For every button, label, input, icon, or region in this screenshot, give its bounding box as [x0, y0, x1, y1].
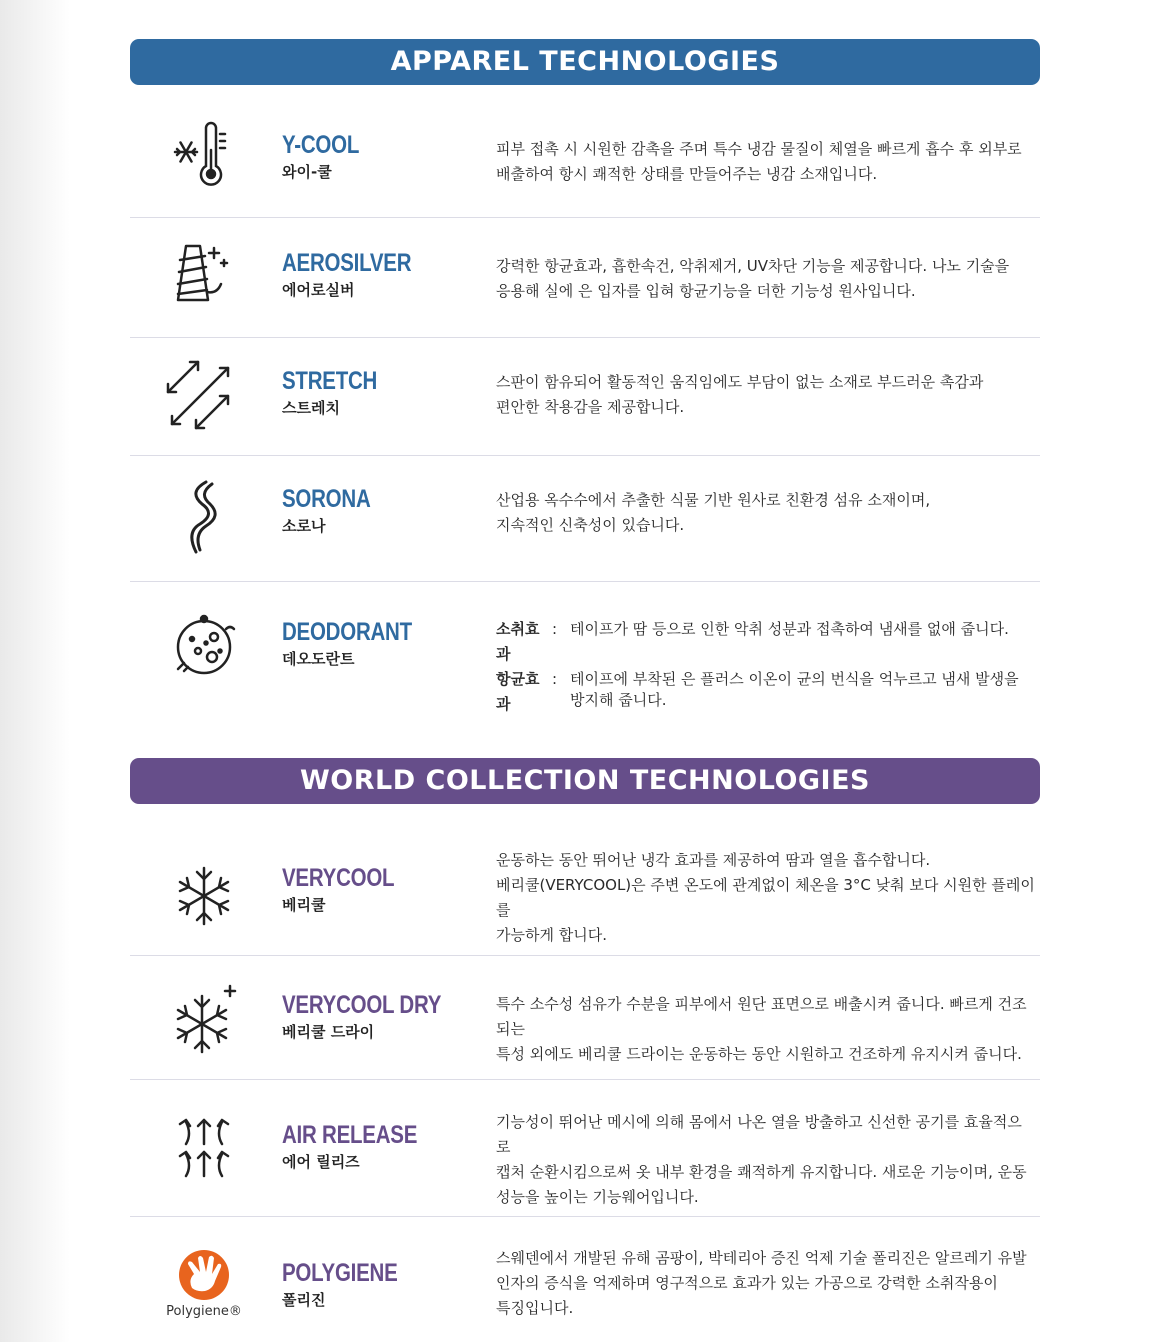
- tech-row-verycool: [130, 851, 1040, 944]
- tech-description: [496, 617, 1036, 717]
- tech-description: 산업용 옥수수에서 추출한 식물 기반 원사로 친환경 섬유 소재이며, 지속적인 신축성이 있습니다.: [496, 491, 931, 534]
- row-divider: [130, 581, 1040, 582]
- deodorant-molecule-icon: [162, 605, 246, 689]
- tech-name-ko: 데오도란트: [282, 650, 355, 668]
- tech-name-ko: 스트레치: [282, 399, 340, 417]
- polygiene-logo-text: Polygiene®: [166, 1304, 242, 1319]
- thread-spool-icon: [162, 238, 246, 322]
- row-divider: [130, 455, 1040, 456]
- tech-name-en: STRETCH: [282, 367, 378, 395]
- tech-name-ko: 베리쿨 드라이: [282, 1023, 375, 1041]
- tech-description: 기능성이 뛰어난 메시에 의해 몸에서 나온 열을 방출하고 신선한 공기를 효율적으로 캡처 순환시킴으로써 옷 내부 환경을 쾌적하게 유지합니다. 새로운 기능이며, 운동 성능을 높이는 기능웨어입니다.: [496, 1113, 1027, 1206]
- tech-description: 강력한 항균효과, 흡한속건, 악취제거, UV차단 기능을 제공합니다. 나노 기술을 응용해 실에 은 입자를 입혀 항균기능을 더한 기능성 원사입니다.: [496, 257, 1010, 300]
- tech-name-en: POLYGIENE: [282, 1259, 398, 1287]
- apparel-technologies-banner: APPAREL TECHNOLOGIES: [130, 39, 1040, 85]
- tech-name-ko: 폴리진: [282, 1291, 326, 1309]
- row-divider: [130, 217, 1040, 218]
- tech-row-verycool-dry: [130, 990, 1040, 1063]
- tech-name-en: VERYCOOL: [282, 864, 395, 892]
- tech-name-en: AIR RELEASE: [282, 1121, 418, 1149]
- tech-name-en: DEODORANT: [282, 618, 412, 646]
- tech-name-en: Y-COOL: [282, 131, 360, 159]
- deodorant-detail-row: 소취효과 : 테이프가 땀 등으로 인한 악취 성분과 접촉하여 냄새를 없애 줍니다.: [496, 620, 1009, 663]
- polygiene-logo-icon: [162, 1246, 246, 1330]
- tech-description: 스웨덴에서 개발된 유해 곰팡이, 박테리아 증진 억제 기술 폴리진은 알르레기 유발 인자의 증식을 억제하며 영구적으로 효과가 있는 가공으로 강력한 소취작용이 특징입니다.: [496, 1249, 1027, 1317]
- tech-description: 특수 소수성 섬유가 수분을 피부에서 원단 표면으로 배출시켜 줍니다. 빠르게 건조되는 특성 외에도 베리쿨 드라이는 운동하는 동안 시원하고 건조하게 유지시켜 줍니다.: [496, 995, 1027, 1063]
- tech-name-en: SORONA: [282, 485, 371, 513]
- tech-name-ko: 에어 릴리즈: [282, 1153, 360, 1171]
- tech-description: 피부 접촉 시 시원한 감촉을 주며 특수 냉감 물질이 체열을 빠르게 흡수 후 외부로 배출하여 항시 쾌적한 상태를 만들어주는 냉감 소재입니다.: [496, 140, 1022, 183]
- tech-name-en: VERYCOOL DRY: [282, 991, 442, 1019]
- tech-description: 운동하는 동안 뛰어난 냉각 효과를 제공하여 땀과 열을 흡수합니다. 베리쿨(VERYCOOL)은 주변 온도에 관계없이 체온을 3°C 낮춰 보다 시원한 플레이를 가능하게 합니다.: [496, 851, 1035, 944]
- row-divider: [130, 1216, 1040, 1217]
- page-side-shade: [0, 0, 70, 1342]
- tech-row-deodorant: [130, 617, 1040, 713]
- tech-row-aerosilver: [130, 248, 1040, 318]
- snowflake-icon: [162, 854, 246, 938]
- tech-row-stretch: [130, 366, 1040, 436]
- air-flow-arrows-icon: [162, 1108, 246, 1192]
- tech-row-polygiene: [130, 1249, 1040, 1338]
- tech-name-ko: 와이-쿨: [282, 163, 332, 181]
- sorona-fiber-icon: [162, 476, 246, 560]
- tech-name-ko: 에어로실버: [282, 281, 355, 299]
- tech-row-air-release: [130, 1113, 1040, 1206]
- world-collection-banner: WORLD COLLECTION TECHNOLOGIES: [130, 758, 1040, 804]
- tech-row-sorona: [130, 484, 1040, 554]
- row-divider: [130, 955, 1040, 956]
- stretch-arrows-icon: [162, 356, 246, 440]
- row-divider: [130, 1079, 1040, 1080]
- row-divider: [130, 337, 1040, 338]
- thermometer-snowflake-icon: [162, 120, 246, 204]
- tech-name-ko: 베리쿨: [282, 896, 326, 914]
- tech-row-ycool: [130, 130, 1040, 200]
- tech-name-ko: 소로나: [282, 517, 326, 535]
- deodorant-detail-row: 항균효과 : 테이프에 부착된 은 플러스 이온이 균의 번식을 억누르고 냄새 발생을 방지해 줍니다.: [496, 670, 1019, 713]
- tech-name-en: AEROSILVER: [282, 249, 412, 277]
- snowflake-plus-icon: [162, 978, 246, 1062]
- tech-description: 스판이 함유되어 활동적인 움직임에도 부담이 없는 소재로 부드러운 촉감과 편안한 착용감을 제공합니다.: [496, 373, 984, 416]
